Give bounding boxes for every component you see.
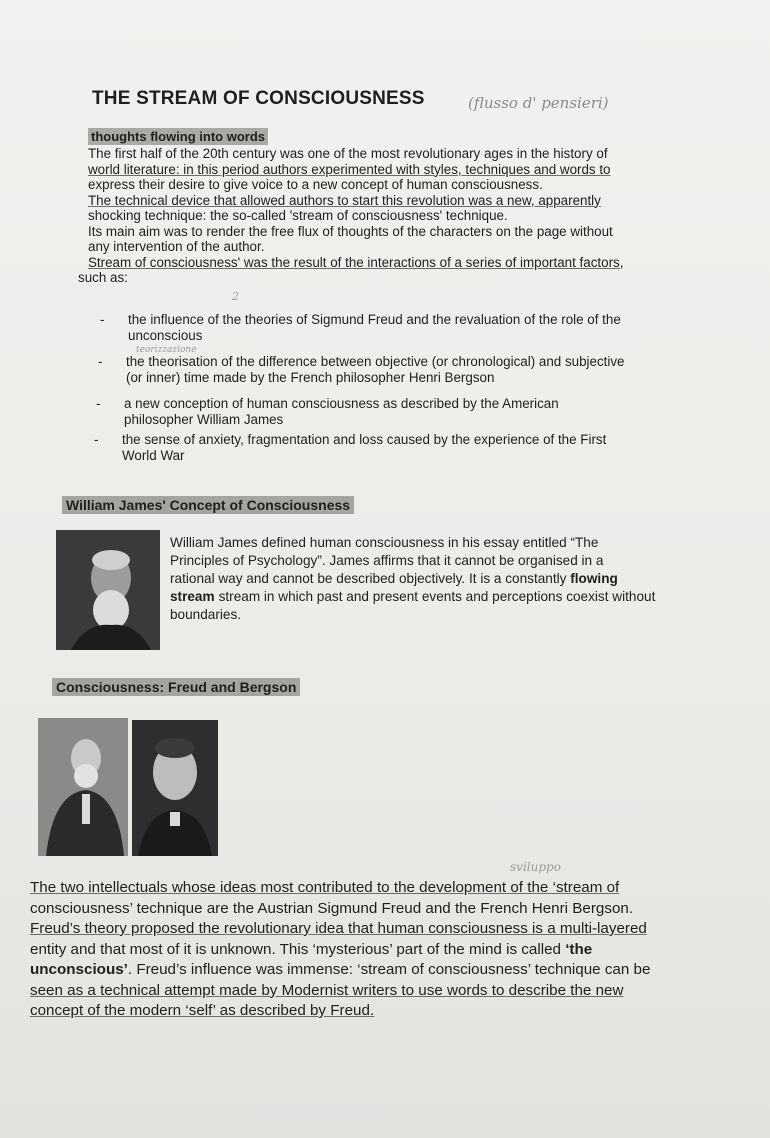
freud-bergson-heading: Consciousness: Freud and Bergson	[52, 678, 300, 696]
factor-line: philosopher William James	[124, 412, 284, 427]
james-paragraph	[170, 534, 710, 624]
intro-line: shocking technique: the so-called 'stream of consciousness' technique.	[88, 208, 508, 223]
factor-line: World War	[122, 448, 185, 463]
handwritten-note: (flusso d' pensieri)	[468, 94, 609, 112]
intro-line: Stream of consciousness' was the result of the interactions of a series of important factors,	[88, 254, 624, 270]
james-heading: William James' Concept of Consciousness	[62, 496, 354, 514]
bold-word: stream	[170, 589, 215, 604]
bullet-dash: -	[98, 354, 103, 369]
final-line: . Freud’s influence was immense: ‘stream of consciousness’ technique can be	[127, 961, 651, 978]
factor-line: unconscious	[128, 328, 203, 343]
bullet-dash: -	[100, 312, 105, 327]
freud-photo	[38, 718, 128, 856]
intro-paragraph	[78, 146, 624, 286]
factor-line: a new conception of human consciousness as described by the American	[124, 396, 559, 411]
page-title: THE STREAM OF CONSCIOUSNESS	[92, 88, 425, 109]
william-james-photo	[56, 530, 160, 650]
factor-line: the sense of anxiety, fragmentation and loss caused by the experience of the First	[122, 432, 607, 447]
factor-line: the theorisation of the difference between objective (or chronological) and subjective	[126, 354, 625, 369]
intro-line: express their desire to give voice to a new concept of human consciousness.	[88, 177, 543, 192]
factor-line: (or inner) time made by the French philosopher Henri Bergson	[126, 370, 495, 385]
james-line: William James defined human consciousness in his essay entitled “The	[170, 535, 599, 550]
factor-item	[100, 312, 720, 344]
james-line: stream in which past and present events and perceptions coexist without	[218, 589, 656, 604]
final-line: entity and that most of it is unknown. This ‘mysterious’ part of the mind is called	[30, 940, 566, 958]
final-line: Freud’s theory proposed the revolutionary idea that human consciousness is a multi-layered	[30, 920, 647, 937]
james-line: rational way and cannot be described objectively. It is a constantly	[170, 571, 571, 586]
final-paragraph	[30, 878, 730, 1022]
margin-mark: 2	[232, 290, 239, 303]
intro-line: any intervention of the author.	[88, 239, 265, 254]
intro-heading: thoughts flowing into words	[88, 128, 268, 145]
portrait-image	[38, 718, 128, 856]
intro-line: such as:	[78, 270, 128, 285]
bergson-photo	[132, 720, 218, 856]
james-line: boundaries.	[170, 607, 242, 622]
intro-line: world literature: in this period authors experimented with styles, techniques and words to	[88, 161, 611, 177]
intro-line: The technical device that allowed authors to start this revolution was a new, apparently	[88, 192, 601, 208]
bold-word: unconscious’	[30, 961, 128, 978]
factor-item	[94, 432, 714, 464]
bold-word: flowing	[570, 571, 618, 586]
factor-item	[98, 354, 718, 386]
factor-line: the influence of the theories of Sigmund Freud and the revaluation of the role of the	[128, 312, 621, 327]
bullet-dash: -	[94, 432, 99, 447]
final-line: concept of the modern ‘self’ as described by Freud.	[30, 1002, 375, 1019]
intro-line: The first half of the 20th century was one of the most revolutionary ages in the history of	[88, 146, 608, 161]
bold-word: ‘the	[565, 940, 593, 958]
factor-item	[96, 396, 716, 428]
james-line: Principles of Psychology”. James affirms that it cannot be organised in a	[170, 553, 604, 568]
intro-line: Its main aim was to render the free flux of thoughts of the characters on the page without	[88, 223, 613, 239]
margin-note: teorizzazione	[136, 345, 197, 355]
portrait-image	[56, 530, 160, 650]
bullet-dash: -	[96, 396, 101, 411]
portrait-image	[132, 720, 218, 856]
final-line: The two intellectuals whose ideas most contributed to the development of the ‘stream of	[30, 879, 620, 896]
final-line: consciousness’ technique are the Austrian Sigmund Freud and the French Henri Bergson.	[30, 899, 634, 917]
final-line: seen as a technical attempt made by Modernist writers to use words to describe the new	[30, 981, 624, 999]
margin-note: sviluppo	[510, 860, 561, 874]
